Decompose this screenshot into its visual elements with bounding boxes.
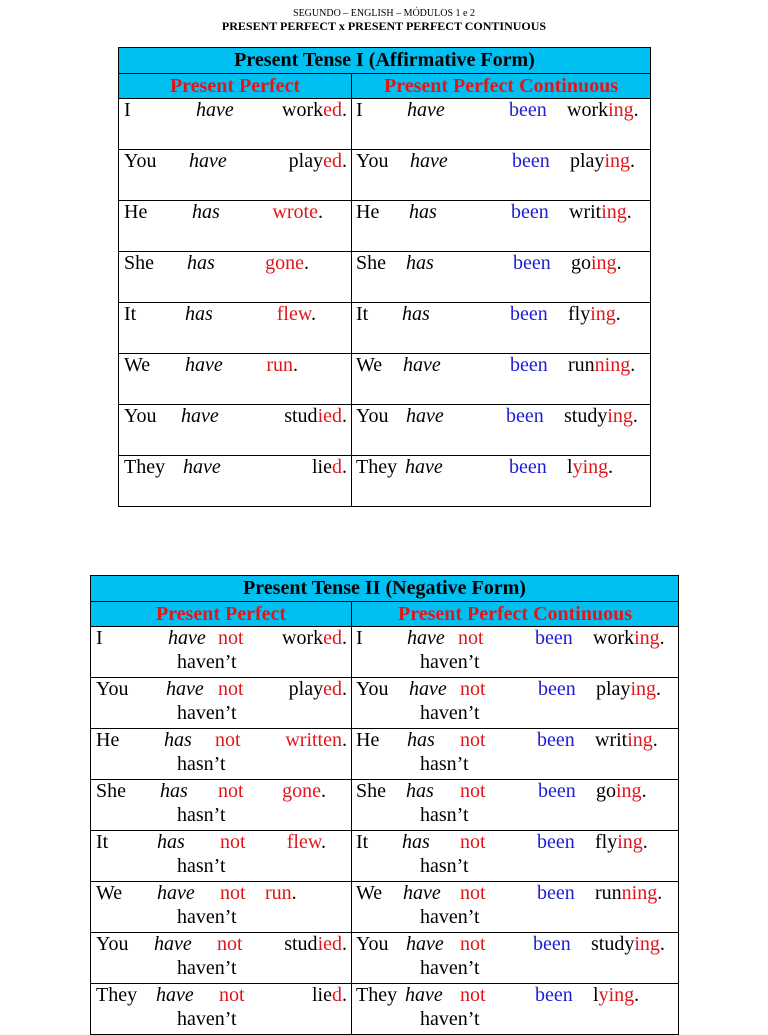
period: . xyxy=(318,201,323,223)
verb-stem: fly xyxy=(595,831,618,853)
present-perfect-continuous-cell xyxy=(352,780,679,831)
verb-ending: ied xyxy=(317,933,342,955)
verb-ending: ing xyxy=(634,627,660,649)
contraction: haven’t xyxy=(420,957,480,979)
been-word: been xyxy=(537,831,575,853)
contraction: haven’t xyxy=(420,702,480,724)
contraction: haven’t xyxy=(420,1008,480,1030)
period: . xyxy=(659,627,665,649)
document-header-course: SEGUNDO – ENGLISH – MÓDULOS 1 e 2 xyxy=(293,8,475,19)
auxiliary-verb: have xyxy=(156,984,194,1006)
present-participle-group xyxy=(595,882,662,905)
present-perfect-cell xyxy=(119,99,352,150)
pronoun: He xyxy=(96,729,120,751)
verb-ending: d xyxy=(332,984,342,1006)
period: . xyxy=(634,984,640,1006)
table-row xyxy=(119,150,651,201)
been-word: been xyxy=(513,252,551,274)
present-perfect-cell xyxy=(91,729,352,780)
pronoun: She xyxy=(124,252,154,274)
verb-stem: l xyxy=(593,984,599,1006)
pronoun: She xyxy=(356,252,386,274)
negation-word: not xyxy=(460,729,486,751)
contraction: haven’t xyxy=(420,651,480,673)
period: . xyxy=(615,303,621,325)
pronoun: You xyxy=(356,405,389,427)
period: . xyxy=(304,252,309,274)
auxiliary-verb: has xyxy=(160,780,188,802)
table-row xyxy=(119,252,651,303)
present-perfect-continuous-cell xyxy=(352,201,651,252)
contraction: hasn’t xyxy=(177,804,226,826)
past-participle: run xyxy=(266,354,293,376)
past-participle-group xyxy=(265,882,297,905)
verb-stem: study xyxy=(564,405,608,427)
negation-word: not xyxy=(460,933,486,955)
past-participle-group xyxy=(277,303,316,326)
verb-ending: ed xyxy=(323,150,342,172)
period: . xyxy=(321,780,326,802)
pronoun: They xyxy=(96,984,138,1006)
negation-word: not xyxy=(460,882,486,904)
present-perfect-cell xyxy=(119,303,352,354)
present-perfect-continuous-cell xyxy=(352,456,651,507)
past-participle: flew xyxy=(276,303,311,325)
auxiliary-verb: has xyxy=(187,252,215,274)
pronoun: We xyxy=(124,354,151,376)
period: . xyxy=(291,882,297,904)
auxiliary-verb: have xyxy=(409,678,447,700)
pronoun: You xyxy=(96,678,129,700)
pronoun: They xyxy=(124,456,166,478)
present-perfect-cell xyxy=(91,984,352,1035)
verb-stem: work xyxy=(593,627,635,649)
past-participle-group xyxy=(312,456,347,479)
present-perfect-continuous-cell xyxy=(352,933,679,984)
auxiliary-verb: have xyxy=(154,933,192,955)
verb-stem: writ xyxy=(595,729,628,751)
auxiliary-verb: has xyxy=(406,252,434,274)
verb-stem: work xyxy=(567,99,609,121)
verb-ending: ing xyxy=(627,729,653,751)
past-participle-group xyxy=(287,831,326,854)
contraction: haven’t xyxy=(177,1008,237,1030)
negative-table xyxy=(90,575,679,1035)
present-perfect-cell xyxy=(91,831,352,882)
contraction: haven’t xyxy=(177,957,237,979)
auxiliary-verb: have xyxy=(407,627,445,649)
verb-ending: ing xyxy=(616,780,642,802)
present-participle-group xyxy=(595,729,658,752)
past-participle: gone xyxy=(282,780,321,802)
negation-word: not xyxy=(215,729,241,751)
past-participle: written xyxy=(285,729,342,751)
been-word: been xyxy=(533,933,571,955)
period: . xyxy=(641,780,647,802)
auxiliary-verb: has xyxy=(402,303,430,325)
past-participle-group xyxy=(289,678,347,701)
auxiliary-verb: have xyxy=(407,99,445,121)
contraction: hasn’t xyxy=(420,804,469,826)
pronoun: I xyxy=(96,627,103,649)
verb-stem: fly xyxy=(568,303,591,325)
present-perfect-continuous-cell xyxy=(352,627,679,678)
period: . xyxy=(657,882,663,904)
present-participle-group xyxy=(568,354,635,377)
verb-ending: ed xyxy=(323,678,342,700)
past-participle: gone xyxy=(265,252,304,274)
present-perfect-cell xyxy=(91,882,352,933)
table-row xyxy=(91,882,679,933)
pronoun: They xyxy=(356,456,398,478)
pronoun: You xyxy=(96,933,129,955)
period: . xyxy=(659,933,665,955)
verb-ending: ing xyxy=(604,150,630,172)
auxiliary-verb: have xyxy=(189,150,227,172)
present-perfect-cell xyxy=(119,354,352,405)
present-perfect-continuous-cell xyxy=(352,678,679,729)
verb-ending: ning xyxy=(594,354,631,376)
negation-word: not xyxy=(217,933,243,955)
verb-ending: ing xyxy=(607,405,633,427)
pronoun: He xyxy=(124,201,148,223)
been-word: been xyxy=(537,882,575,904)
period: . xyxy=(608,456,614,478)
present-perfect-continuous-cell xyxy=(352,150,651,201)
present-participle-group xyxy=(596,678,661,701)
past-participle: wrote xyxy=(272,201,318,223)
been-word: been xyxy=(510,303,548,325)
auxiliary-verb: have xyxy=(181,405,219,427)
period: . xyxy=(656,678,661,700)
past-participle-group xyxy=(265,252,309,275)
table-title: Present Tense I (Affirmative Form) xyxy=(119,48,651,74)
auxiliary-verb: has xyxy=(192,201,220,223)
table-row xyxy=(91,678,679,729)
auxiliary-verb: has xyxy=(185,303,213,325)
period: . xyxy=(626,201,632,223)
period: . xyxy=(293,354,298,376)
auxiliary-verb: have xyxy=(406,405,444,427)
verb-stem: play xyxy=(596,678,631,700)
present-participle-group xyxy=(591,933,665,956)
present-perfect-cell xyxy=(119,405,352,456)
table-row xyxy=(91,933,679,984)
negation-word: not xyxy=(460,984,486,1006)
auxiliary-verb: has xyxy=(406,780,434,802)
been-word: been xyxy=(535,627,573,649)
auxiliary-verb: have xyxy=(405,456,443,478)
verb-ending: ing xyxy=(634,933,660,955)
table-row xyxy=(119,201,651,252)
verb-ending: ed xyxy=(323,99,342,121)
past-participle: flew xyxy=(286,831,321,853)
past-participle-group xyxy=(284,933,347,956)
auxiliary-verb: has xyxy=(402,831,430,853)
contraction: hasn’t xyxy=(177,753,226,775)
table-row xyxy=(119,303,651,354)
verb-stem: go xyxy=(596,780,616,802)
verb-ending: ed xyxy=(323,627,342,649)
pronoun: She xyxy=(356,780,386,802)
present-perfect-continuous-cell xyxy=(352,252,651,303)
been-word: been xyxy=(509,456,547,478)
column-header-present-perfect: Present Perfect xyxy=(119,74,352,99)
auxiliary-verb: has xyxy=(164,729,192,751)
contraction: haven’t xyxy=(177,651,237,673)
pronoun: You xyxy=(356,933,389,955)
period: . xyxy=(342,984,347,1006)
present-perfect-continuous-cell xyxy=(352,303,651,354)
verb-ending: d xyxy=(332,456,342,478)
present-perfect-cell xyxy=(119,150,352,201)
contraction: hasn’t xyxy=(420,753,469,775)
auxiliary-verb: have xyxy=(185,354,223,376)
auxiliary-verb: have xyxy=(166,678,204,700)
past-participle-group xyxy=(312,984,347,1007)
present-perfect-continuous-cell xyxy=(352,405,651,456)
verb-stem: run xyxy=(568,354,595,376)
table-row xyxy=(119,99,651,150)
period: . xyxy=(321,831,326,853)
period: . xyxy=(342,405,347,427)
present-participle-group xyxy=(593,627,665,650)
column-header-present-perfect: Present Perfect xyxy=(91,602,352,627)
negation-word: not xyxy=(460,678,486,700)
contraction: haven’t xyxy=(177,702,237,724)
auxiliary-verb: have xyxy=(403,882,441,904)
present-participle-group xyxy=(567,99,639,122)
table-row xyxy=(119,354,651,405)
period: . xyxy=(342,150,347,172)
period: . xyxy=(342,456,347,478)
negation-word: not xyxy=(220,831,246,853)
verb-ending: ing xyxy=(591,252,617,274)
negation-word: not xyxy=(220,882,246,904)
present-participle-group xyxy=(595,831,648,854)
past-participle: run xyxy=(265,882,292,904)
period: . xyxy=(342,729,347,751)
present-participle-group xyxy=(567,456,613,479)
contraction: hasn’t xyxy=(177,855,226,877)
present-perfect-cell xyxy=(119,252,352,303)
been-word: been xyxy=(512,150,550,172)
present-perfect-continuous-cell xyxy=(352,831,679,882)
been-word: been xyxy=(506,405,544,427)
past-participle-group xyxy=(289,150,347,173)
present-perfect-cell xyxy=(119,201,352,252)
auxiliary-verb: have xyxy=(168,627,206,649)
been-word: been xyxy=(538,780,576,802)
auxiliary-verb: have xyxy=(157,882,195,904)
negation-word: not xyxy=(219,984,245,1006)
pronoun: They xyxy=(356,984,398,1006)
been-word: been xyxy=(535,984,573,1006)
past-participle-group xyxy=(282,627,347,650)
verb-ending: ing xyxy=(608,99,634,121)
period: . xyxy=(630,354,636,376)
pronoun: He xyxy=(356,201,380,223)
verb-stem: play xyxy=(288,150,324,172)
present-participle-group xyxy=(571,252,622,275)
period: . xyxy=(652,729,658,751)
table-row xyxy=(119,456,651,507)
contraction: hasn’t xyxy=(420,855,469,877)
verb-stem: go xyxy=(571,252,591,274)
auxiliary-verb: have xyxy=(183,456,221,478)
table-row xyxy=(91,780,679,831)
affirmative-table xyxy=(118,47,651,507)
auxiliary-verb: have xyxy=(403,354,441,376)
present-participle-group xyxy=(569,201,632,224)
past-participle-group xyxy=(282,99,347,122)
period: . xyxy=(342,678,347,700)
negation-word: not xyxy=(218,627,244,649)
table-title: Present Tense II (Negative Form) xyxy=(91,576,679,602)
auxiliary-verb: have xyxy=(405,984,443,1006)
past-participle-group xyxy=(284,405,347,428)
period: . xyxy=(342,933,347,955)
pronoun: We xyxy=(96,882,123,904)
table-row xyxy=(119,405,651,456)
verb-ending: ying xyxy=(598,984,635,1006)
present-participle-group xyxy=(564,405,638,428)
verb-stem: lie xyxy=(312,456,332,478)
period: . xyxy=(342,627,347,649)
past-participle-group xyxy=(282,780,326,803)
pronoun: We xyxy=(356,882,383,904)
present-perfect-cell xyxy=(119,456,352,507)
period: . xyxy=(616,252,622,274)
pronoun: You xyxy=(356,678,389,700)
table-row xyxy=(91,984,679,1035)
auxiliary-verb: has xyxy=(409,201,437,223)
past-participle-group xyxy=(285,729,347,752)
pronoun: He xyxy=(356,729,380,751)
verb-stem: l xyxy=(567,456,573,478)
verb-stem: lie xyxy=(312,984,332,1006)
been-word: been xyxy=(537,729,575,751)
contraction: haven’t xyxy=(177,906,237,928)
present-perfect-cell xyxy=(91,678,352,729)
pronoun: I xyxy=(356,627,363,649)
period: . xyxy=(633,99,639,121)
been-word: been xyxy=(510,354,548,376)
period: . xyxy=(632,405,638,427)
present-perfect-continuous-cell xyxy=(352,729,679,780)
pronoun: I xyxy=(356,99,363,121)
auxiliary-verb: have xyxy=(410,150,448,172)
been-word: been xyxy=(511,201,549,223)
present-perfect-continuous-cell xyxy=(352,984,679,1035)
verb-ending: ing xyxy=(601,201,627,223)
present-perfect-continuous-cell xyxy=(352,882,679,933)
present-participle-group xyxy=(593,984,639,1007)
period: . xyxy=(342,99,347,121)
present-participle-group xyxy=(596,780,647,803)
been-word: been xyxy=(538,678,576,700)
verb-ending: ning xyxy=(621,882,658,904)
verb-ending: ing xyxy=(630,678,656,700)
verb-ending: ied xyxy=(317,405,342,427)
column-header-present-perfect-continuous: Present Perfect Continuous xyxy=(352,74,651,99)
past-participle-group xyxy=(272,201,323,224)
pronoun: It xyxy=(356,831,369,853)
auxiliary-verb: has xyxy=(157,831,185,853)
verb-stem: study xyxy=(591,933,635,955)
verb-stem: play xyxy=(288,678,324,700)
negation-word: not xyxy=(460,780,486,802)
present-perfect-cell xyxy=(91,780,352,831)
present-perfect-continuous-cell xyxy=(352,99,651,150)
pronoun: It xyxy=(356,303,369,325)
present-participle-group xyxy=(570,150,635,173)
been-word: been xyxy=(509,99,547,121)
pronoun: It xyxy=(96,831,109,853)
present-perfect-cell xyxy=(91,627,352,678)
verb-stem: work xyxy=(282,627,324,649)
verb-stem: writ xyxy=(569,201,602,223)
negation-word: not xyxy=(460,831,486,853)
period: . xyxy=(630,150,635,172)
table-row xyxy=(91,831,679,882)
column-header-present-perfect-continuous: Present Perfect Continuous xyxy=(352,602,679,627)
auxiliary-verb: has xyxy=(407,729,435,751)
verb-stem: stud xyxy=(284,933,318,955)
auxiliary-verb: have xyxy=(196,99,234,121)
verb-ending: ing xyxy=(590,303,616,325)
pronoun: You xyxy=(356,150,389,172)
period: . xyxy=(642,831,648,853)
past-participle-group xyxy=(266,354,298,377)
verb-stem: play xyxy=(570,150,605,172)
pronoun: I xyxy=(124,99,131,121)
negation-word: not xyxy=(218,678,244,700)
pronoun: You xyxy=(124,405,157,427)
verb-stem: run xyxy=(595,882,622,904)
pronoun: You xyxy=(124,150,157,172)
period: . xyxy=(311,303,316,325)
table-row xyxy=(91,627,679,678)
contraction: haven’t xyxy=(420,906,480,928)
verb-stem: stud xyxy=(284,405,318,427)
negation-word: not xyxy=(458,627,484,649)
present-participle-group xyxy=(568,303,621,326)
document-header-topic: PRESENT PERFECT x PRESENT PERFECT CONTINUOUS xyxy=(221,19,547,33)
auxiliary-verb: have xyxy=(406,933,444,955)
verb-ending: ying xyxy=(572,456,609,478)
present-perfect-continuous-cell xyxy=(352,354,651,405)
negation-word: not xyxy=(218,780,244,802)
table-row xyxy=(91,729,679,780)
verb-stem: work xyxy=(282,99,324,121)
pronoun: It xyxy=(124,303,137,325)
pronoun: We xyxy=(356,354,383,376)
pronoun: She xyxy=(96,780,126,802)
verb-ending: ing xyxy=(617,831,643,853)
present-perfect-cell xyxy=(91,933,352,984)
